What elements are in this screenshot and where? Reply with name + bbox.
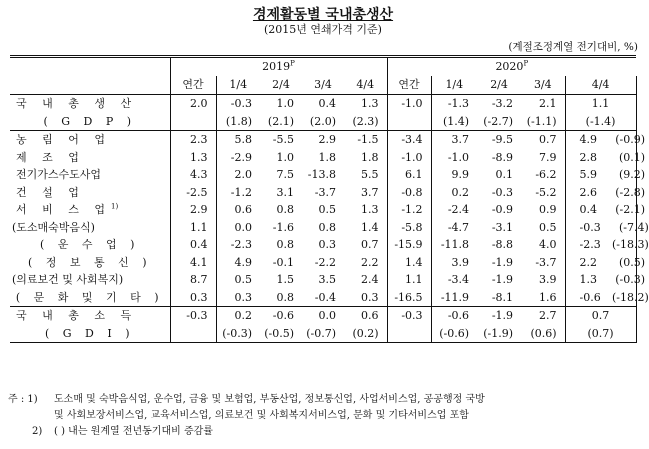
table-cell: -1.9	[491, 255, 514, 269]
table-cell	[565, 113, 636, 131]
table-cell: 4.3	[170, 166, 216, 184]
table-cell: 0.6	[344, 307, 387, 325]
table-cell: 2.4	[344, 271, 387, 289]
table-cell: 2.2	[344, 254, 387, 272]
table-cell: -2.9	[230, 150, 252, 164]
table-cell: 2.3	[170, 131, 216, 149]
table-cell: 0.8	[318, 220, 336, 234]
table-cell: 1.1	[387, 271, 431, 289]
table-cell: -1.0	[447, 150, 470, 164]
table-row	[10, 254, 636, 272]
table-cell: -3.4	[387, 131, 431, 149]
table-cell: 0.4	[318, 97, 336, 110]
table-cell: 0.0	[234, 220, 252, 234]
header-col-2019-3: 3/4	[314, 78, 332, 91]
table-cell: -9.5	[491, 133, 514, 146]
header-col-2019-1: 1/4	[229, 78, 248, 91]
table-cell: (-0.5)	[264, 326, 294, 340]
footnotes	[8, 392, 638, 440]
header-col-2020-4: 4/4	[565, 76, 636, 95]
table-cell: -1.0	[387, 149, 431, 167]
table-cell: 3.9	[539, 273, 557, 286]
table-cell: (2.3)	[344, 113, 387, 131]
table-cell: -0.3	[387, 307, 431, 325]
table-cell: -8.1	[491, 290, 514, 304]
table-cell: 5.5	[344, 166, 387, 184]
table-cell: -0.1	[272, 255, 294, 269]
table-cell	[565, 307, 636, 325]
table-cell: 5.8	[234, 133, 252, 146]
row-label: 제 조 업	[16, 150, 85, 164]
table-cell: -1.2	[387, 201, 431, 219]
table-cell: -6.2	[535, 168, 557, 181]
table-cell: -0.4	[314, 290, 336, 304]
table-cell: -8.8	[491, 238, 514, 251]
table-cell: -1.2	[230, 185, 252, 199]
table-cell: -0.3	[230, 97, 252, 110]
table-cell	[565, 166, 646, 184]
table-row	[10, 219, 636, 237]
unit-label: (계절조정계열 전기대비, %)	[508, 41, 638, 53]
table-cell: -3.4	[447, 273, 470, 286]
table-cell: 0.5	[318, 203, 336, 216]
table-cell: (-0.3)	[222, 326, 252, 340]
table-cell: (2.1)	[267, 114, 294, 128]
header-col-2019-4: 4/4	[344, 76, 387, 95]
table-cell: 0.5	[539, 220, 557, 234]
table-cell: -16.5	[387, 289, 431, 307]
table-cell: (-1.1)	[526, 114, 557, 128]
q4-yoy-value: (0.5)	[618, 255, 646, 269]
table-cell: 0.3	[344, 289, 387, 307]
table-cell: 3.1	[276, 185, 294, 199]
table-cell: 0.7	[539, 133, 557, 146]
table-cell: (0.6)	[530, 326, 557, 340]
header-year-2020: $2020^P$	[387, 57, 636, 77]
gdp-table	[10, 55, 649, 343]
row-label: ( G D P )	[43, 114, 137, 128]
table-row	[10, 325, 636, 343]
footnote-1-line1: 도소매 및 숙박음식업, 운수업, 금융 및 보험업, 부동산업, 정보통신업, 사업서비스업, 공공행정 국방	[54, 394, 485, 405]
table-cell: -4.7	[447, 220, 470, 234]
q4-yoy-value: (-2.8)	[615, 185, 646, 199]
table-cell: 0.0	[318, 309, 336, 322]
footnote-2-key: 2)	[32, 426, 43, 437]
table-cell: 0.3	[170, 289, 216, 307]
table-row	[10, 131, 636, 149]
table-cell: -0.8	[387, 184, 431, 202]
q4-value: -0.6	[579, 290, 601, 304]
table-row	[10, 201, 636, 219]
table-cell	[565, 201, 646, 219]
table-cell: 0.2	[234, 309, 252, 322]
q4-value: -2.3	[579, 238, 601, 251]
page-subtitle: (2015년 연쇄가격 기준)	[264, 23, 382, 36]
table-cell: -2.5	[170, 184, 216, 202]
table-cell: 0.7	[344, 236, 387, 254]
table-cell: -0.6	[447, 309, 470, 322]
table-cell: 2.9	[170, 201, 216, 219]
table-cell: -1.3	[447, 97, 470, 110]
footnote-marker: 1)	[111, 202, 119, 211]
q4-yoy-value: (-7.4)	[618, 220, 649, 234]
header-col-2019-0: 연간	[170, 76, 216, 95]
q4-yoy-value: (-0.3)	[615, 273, 646, 286]
table-cell: 1.3	[170, 149, 216, 167]
table-cell: 4.0	[539, 238, 557, 251]
table-cell	[565, 184, 646, 202]
table-cell: 1.5	[276, 273, 294, 286]
table-cell: 3.5	[318, 273, 336, 286]
row-label: ( 운 수 업 )	[40, 238, 140, 251]
table-cell: 7.5	[276, 168, 294, 181]
row-label: (도소매숙박음식)	[12, 220, 95, 234]
q4-value: 2.8	[579, 150, 598, 164]
table-cell: 0.2	[451, 185, 470, 199]
row-label: ( G D I )	[44, 326, 135, 340]
table-cell	[387, 113, 431, 131]
row-label: 국 내 총 생 산	[16, 97, 138, 110]
table-cell: -0.6	[272, 309, 294, 322]
row-label: 전기가스수도사업	[16, 168, 102, 181]
table-cell: 3.7	[344, 184, 387, 202]
table-cell: 0.4	[170, 236, 216, 254]
table-cell: 6.1	[387, 166, 431, 184]
table-cell: 9.9	[451, 168, 470, 181]
table-row	[10, 236, 636, 254]
table-cell: 1.8	[344, 149, 387, 167]
table-row	[10, 271, 636, 289]
table-cell	[565, 236, 649, 254]
table-cell: -1.6	[272, 220, 294, 234]
table-row	[10, 95, 636, 113]
q4-value: (-1.4)	[585, 114, 616, 128]
table-cell	[170, 113, 216, 131]
table-cell	[387, 325, 431, 343]
q4-yoy-value: (0.1)	[618, 150, 646, 164]
row-label: ( 정 보 통 신 )	[27, 255, 152, 269]
q4-yoy-value: (9.2)	[618, 168, 646, 181]
table-cell: 1.0	[276, 150, 294, 164]
table-cell: -3.7	[535, 255, 557, 269]
table-cell: -0.9	[491, 203, 514, 216]
table-cell: 2.0	[170, 95, 216, 113]
table-cell: -3.7	[314, 185, 336, 199]
q4-yoy-value: (-18.3)	[611, 238, 649, 251]
table-cell: 1.0	[276, 97, 294, 110]
q4-value: 1.1	[591, 97, 610, 110]
table-cell: -11.9	[440, 290, 470, 304]
table-cell: 1.3	[344, 201, 387, 219]
table-cell: 0.8	[276, 238, 294, 251]
q4-yoy-value: (-0.9)	[615, 133, 646, 146]
table-cell: 0.3	[318, 238, 336, 251]
table-cell: 8.7	[170, 271, 216, 289]
table-cell: 4.1	[170, 254, 216, 272]
header-col-2020-1: 1/4	[445, 78, 464, 91]
table-cell: (-0.7)	[306, 326, 336, 340]
table-cell: 1.6	[539, 290, 557, 304]
table-cell	[565, 254, 646, 272]
q4-value: 2.2	[579, 255, 598, 269]
table-row	[10, 289, 636, 307]
q4-value: 2.6	[579, 185, 598, 199]
table-cell: -15.9	[387, 236, 431, 254]
header-col-2019-2: 2/4	[272, 78, 290, 91]
table-cell	[565, 131, 646, 149]
table-cell: 0.8	[276, 290, 294, 304]
table-cell: (-1.9)	[483, 326, 514, 340]
table-cell: 0.3	[234, 290, 252, 304]
table-cell: -3.1	[491, 220, 514, 234]
table-cell: -1.5	[344, 131, 387, 149]
table-cell: 0.8	[276, 203, 294, 216]
table-cell: -5.8	[387, 219, 431, 237]
table-row	[10, 307, 636, 325]
table-cell: -11.8	[440, 238, 470, 251]
table-row	[10, 149, 636, 167]
table-cell: -2.3	[230, 238, 252, 251]
row-label: (의료보건 및 사회복지)	[12, 273, 124, 286]
table-row	[10, 113, 636, 131]
table-cell: -0.3	[170, 307, 216, 325]
table-cell: -2.2	[314, 255, 336, 269]
header-years-row	[10, 57, 636, 77]
table-cell: -13.8	[307, 168, 336, 181]
table-row	[10, 184, 636, 202]
table-cell: 7.9	[539, 150, 557, 164]
table-cell: 2.0	[234, 168, 252, 181]
page-title: 경제활동별 국내총생산	[252, 7, 394, 23]
q4-value: (0.7)	[587, 326, 614, 340]
header-year-2019: $2019^P$	[170, 57, 387, 77]
table-cell: -1.9	[491, 273, 514, 286]
table-cell: (0.2)	[344, 325, 387, 343]
table-row	[10, 166, 636, 184]
table-cell: -8.9	[491, 150, 514, 164]
table-cell: 2.9	[318, 133, 336, 146]
header-col-2020-3: 3/4	[533, 78, 552, 91]
table-cell	[565, 289, 649, 307]
table-cell	[170, 325, 216, 343]
table-cell	[565, 219, 649, 237]
table-cell: (1.4)	[442, 114, 470, 128]
footnote-2-text: ( ) 내는 원계열 전년동기대비 증감률	[54, 426, 213, 437]
table-cell: -3.2	[491, 97, 514, 110]
q4-value: 1.3	[579, 273, 598, 286]
table-cell: 4.9	[234, 255, 252, 269]
q4-value: 5.9	[579, 168, 598, 181]
table-cell: (-0.6)	[439, 326, 470, 340]
row-label: 건 설 업	[16, 185, 85, 199]
q4-value: 4.9	[579, 133, 598, 146]
row-label: 서 비 스 업$^{1)}$	[16, 202, 119, 216]
footnote-1-key: 주 : 1)	[8, 394, 38, 405]
table-cell	[565, 95, 636, 113]
row-label: 국 내 총 소 득	[16, 309, 138, 322]
header-col-2020-2: 2/4	[490, 78, 508, 91]
table-cell: 2.7	[539, 309, 557, 322]
table-cell	[565, 149, 646, 167]
header-col-2020-0: 연간	[387, 76, 431, 95]
table-cell: 1.3	[344, 95, 387, 113]
q4-value: -0.3	[579, 220, 601, 234]
table-cell: (-2.7)	[483, 114, 514, 128]
table-cell: 3.9	[451, 255, 470, 269]
table-cell: 0.9	[539, 203, 557, 216]
q4-value: 0.7	[591, 309, 610, 322]
table-cell	[565, 271, 646, 289]
table-cell: -0.3	[491, 185, 514, 199]
table-cell: -2.4	[447, 203, 470, 216]
footnote-1-line2: 및 사회보장서비스업, 교육서비스업, 의료보건 및 사회복지서비스업, 문화 및 기타서비스업 포함	[54, 410, 469, 421]
table-cell: 1.8	[318, 150, 336, 164]
q4-yoy-value: (-2.1)	[615, 203, 646, 216]
table-cell: 2.1	[539, 97, 557, 110]
table-cell: 0.5	[234, 273, 252, 286]
table-cell: -5.2	[535, 185, 557, 199]
q4-yoy-value: (-18.2)	[611, 290, 649, 304]
row-label: 농 림 어 업	[16, 133, 111, 146]
table-cell	[565, 325, 636, 343]
q4-value: 0.4	[579, 203, 598, 216]
table-cell: 1.4	[344, 219, 387, 237]
table-cell: (1.8)	[225, 114, 252, 128]
table-cell: -1.0	[387, 95, 431, 113]
row-label: ( 문 화 및 기 타 )	[15, 290, 164, 304]
header-columns-row	[10, 76, 636, 95]
table-cell: 3.7	[451, 133, 470, 146]
table-cell: -1.9	[491, 309, 514, 322]
table-cell: 0.1	[495, 168, 514, 181]
table-cell: (2.0)	[309, 114, 336, 128]
table-cell: 1.4	[387, 254, 431, 272]
table-cell: 1.1	[170, 219, 216, 237]
table-cell: -5.5	[272, 133, 294, 146]
table-cell: 0.6	[234, 203, 252, 216]
